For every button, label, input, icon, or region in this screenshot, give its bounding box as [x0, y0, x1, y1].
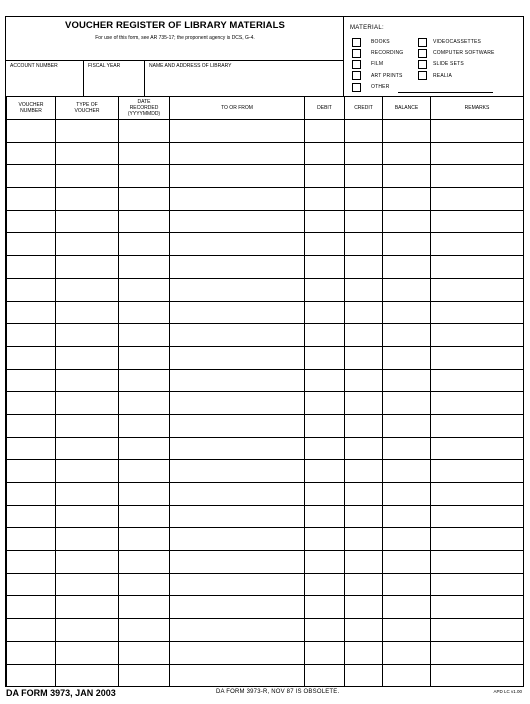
table-cell[interactable]	[383, 641, 431, 664]
obsolete-note: DA FORM 3973-R, NOV 87 IS OBSOLETE.	[216, 689, 340, 695]
table-cell[interactable]	[345, 301, 383, 324]
table-cell[interactable]	[431, 392, 524, 415]
table-cell[interactable]	[56, 664, 119, 687]
table-cell[interactable]	[170, 256, 305, 279]
table-cell[interactable]	[56, 233, 119, 256]
table-row	[7, 528, 524, 551]
table-cell[interactable]	[119, 324, 170, 347]
table-cell[interactable]	[345, 505, 383, 528]
table-cell[interactable]	[383, 551, 431, 574]
table-cell[interactable]	[56, 278, 119, 301]
table-cell[interactable]	[170, 324, 305, 347]
table-cell[interactable]	[383, 120, 431, 143]
table-cell[interactable]	[383, 573, 431, 596]
table-cell[interactable]	[383, 483, 431, 506]
table-cell[interactable]	[383, 233, 431, 256]
table-cell[interactable]	[345, 278, 383, 301]
table-row	[7, 414, 524, 437]
column-header: DATE RECORDED (YYYYMMDD)	[119, 97, 170, 120]
checkbox-recording[interactable]	[352, 49, 361, 58]
account-number-label: ACCOUNT NUMBER	[10, 63, 58, 69]
table-cell[interactable]	[383, 301, 431, 324]
table-cell[interactable]	[383, 664, 431, 687]
table-cell[interactable]	[56, 256, 119, 279]
table-cell[interactable]	[170, 210, 305, 233]
checkbox-slide-sets[interactable]	[418, 60, 427, 69]
table-cell[interactable]	[345, 551, 383, 574]
table-cell[interactable]	[170, 619, 305, 642]
table-cell[interactable]	[56, 573, 119, 596]
table-cell[interactable]	[383, 392, 431, 415]
table-row	[7, 278, 524, 301]
table-cell[interactable]	[56, 460, 119, 483]
column-header: REMARKS	[431, 97, 524, 120]
table-cell[interactable]	[431, 346, 524, 369]
table-cell[interactable]	[7, 346, 56, 369]
table-cell[interactable]	[119, 437, 170, 460]
table-cell[interactable]	[345, 414, 383, 437]
table-cell[interactable]	[170, 369, 305, 392]
table-cell[interactable]	[383, 437, 431, 460]
table-header-row	[7, 97, 524, 120]
table-cell[interactable]	[305, 483, 345, 506]
table-cell[interactable]	[119, 210, 170, 233]
table-cell[interactable]	[305, 551, 345, 574]
table-cell[interactable]	[345, 437, 383, 460]
table-cell[interactable]	[119, 346, 170, 369]
table-cell[interactable]	[170, 664, 305, 687]
table-cell[interactable]	[383, 460, 431, 483]
table-cell[interactable]	[345, 165, 383, 188]
table-row	[7, 369, 524, 392]
table-cell[interactable]	[383, 256, 431, 279]
table-cell[interactable]	[7, 120, 56, 143]
table-cell[interactable]	[431, 483, 524, 506]
table-cell[interactable]	[345, 346, 383, 369]
table-cell[interactable]	[56, 324, 119, 347]
table-cell[interactable]	[7, 483, 56, 506]
table-cell[interactable]	[305, 437, 345, 460]
column-header: VOUCHER NUMBER	[7, 97, 56, 120]
table-cell[interactable]	[383, 596, 431, 619]
table-row	[7, 210, 524, 233]
table-cell[interactable]	[431, 460, 524, 483]
table-cell[interactable]	[7, 460, 56, 483]
table-row	[7, 437, 524, 460]
form-number: DA FORM 3973, JAN 2003	[6, 688, 116, 698]
table-cell[interactable]	[119, 278, 170, 301]
table-cell[interactable]	[119, 483, 170, 506]
checkbox-other[interactable]	[352, 83, 361, 92]
table-cell[interactable]	[170, 392, 305, 415]
table-cell[interactable]	[345, 619, 383, 642]
table-cell[interactable]	[431, 324, 524, 347]
table-cell[interactable]	[170, 505, 305, 528]
table-cell[interactable]	[7, 505, 56, 528]
table-cell[interactable]	[7, 256, 56, 279]
table-cell[interactable]	[431, 142, 524, 165]
table-cell[interactable]	[170, 483, 305, 506]
table-cell[interactable]	[170, 596, 305, 619]
table-cell[interactable]	[431, 369, 524, 392]
table-cell[interactable]	[170, 346, 305, 369]
table-cell[interactable]	[305, 278, 345, 301]
table-cell[interactable]	[170, 551, 305, 574]
table-row	[7, 165, 524, 188]
table-cell[interactable]	[7, 369, 56, 392]
table-cell[interactable]	[431, 188, 524, 211]
table-cell[interactable]	[170, 641, 305, 664]
title-block	[6, 17, 344, 61]
table-cell[interactable]	[305, 528, 345, 551]
table-cell[interactable]	[7, 210, 56, 233]
table-cell[interactable]	[305, 324, 345, 347]
table-cell[interactable]	[345, 324, 383, 347]
table-cell[interactable]	[56, 210, 119, 233]
table-cell[interactable]	[56, 483, 119, 506]
checkbox-film[interactable]	[352, 60, 361, 69]
table-cell[interactable]	[305, 233, 345, 256]
table-row	[7, 142, 524, 165]
table-cell[interactable]	[56, 142, 119, 165]
table-row	[7, 301, 524, 324]
other-input-line[interactable]	[398, 92, 493, 93]
table-cell[interactable]	[119, 233, 170, 256]
table-row	[7, 596, 524, 619]
account-number-field[interactable]	[6, 61, 84, 97]
table-cell[interactable]	[345, 233, 383, 256]
table-cell[interactable]	[431, 573, 524, 596]
table-cell[interactable]	[431, 301, 524, 324]
form-title: VOUCHER REGISTER OF LIBRARY MATERIALS	[65, 20, 285, 31]
table-cell[interactable]	[305, 301, 345, 324]
table-cell[interactable]	[383, 619, 431, 642]
table-cell[interactable]	[170, 233, 305, 256]
voucher-register-form	[5, 16, 524, 687]
table-cell[interactable]	[170, 165, 305, 188]
table-cell[interactable]	[305, 664, 345, 687]
table-cell[interactable]	[305, 369, 345, 392]
checkbox-label-art-prints: ART PRINTS	[371, 73, 403, 79]
checkbox-realia[interactable]	[418, 71, 427, 80]
table-cell[interactable]	[431, 414, 524, 437]
table-cell[interactable]	[383, 188, 431, 211]
table-cell[interactable]	[7, 165, 56, 188]
table-cell[interactable]	[431, 551, 524, 574]
column-header: CREDIT	[345, 97, 383, 120]
table-cell[interactable]	[383, 505, 431, 528]
table-cell[interactable]	[431, 278, 524, 301]
table-cell[interactable]	[119, 188, 170, 211]
table-cell[interactable]	[170, 460, 305, 483]
table-cell[interactable]	[56, 392, 119, 415]
table-cell[interactable]	[305, 392, 345, 415]
table-cell[interactable]	[383, 324, 431, 347]
checkbox-label-recording: RECORDING	[371, 50, 404, 56]
checkbox-label-other: OTHER	[371, 84, 390, 90]
table-cell[interactable]	[119, 460, 170, 483]
table-cell[interactable]	[345, 369, 383, 392]
table-cell[interactable]	[56, 346, 119, 369]
table-cell[interactable]	[170, 414, 305, 437]
column-header: TO OR FROM	[170, 97, 305, 120]
table-cell[interactable]	[119, 528, 170, 551]
table-cell[interactable]	[7, 414, 56, 437]
table-cell[interactable]	[119, 256, 170, 279]
table-cell[interactable]	[431, 528, 524, 551]
column-header: DEBIT	[305, 97, 345, 120]
table-cell[interactable]	[119, 596, 170, 619]
table-cell[interactable]	[305, 210, 345, 233]
table-cell[interactable]	[345, 528, 383, 551]
table-cell[interactable]	[431, 664, 524, 687]
table-cell[interactable]	[170, 573, 305, 596]
table-cell[interactable]	[431, 120, 524, 143]
table-cell[interactable]	[170, 188, 305, 211]
table-cell[interactable]	[7, 437, 56, 460]
table-cell[interactable]	[305, 641, 345, 664]
table-cell[interactable]	[345, 210, 383, 233]
checkbox-videocassettes[interactable]	[418, 38, 427, 47]
table-cell[interactable]	[431, 641, 524, 664]
table-cell[interactable]	[305, 256, 345, 279]
table-cell[interactable]	[119, 392, 170, 415]
table-cell[interactable]	[56, 596, 119, 619]
table-cell[interactable]	[56, 414, 119, 437]
table-cell[interactable]	[56, 641, 119, 664]
table-cell[interactable]	[305, 414, 345, 437]
table-cell[interactable]	[170, 142, 305, 165]
table-cell[interactable]	[7, 301, 56, 324]
table-row	[7, 233, 524, 256]
table-row	[7, 483, 524, 506]
checkbox-computer-software[interactable]	[418, 49, 427, 58]
table-cell[interactable]	[119, 142, 170, 165]
table-row	[7, 573, 524, 596]
library-name-field[interactable]	[145, 61, 344, 97]
table-cell[interactable]	[119, 641, 170, 664]
table-cell[interactable]	[119, 369, 170, 392]
checkbox-label-videocassettes: VIDEOCASSETTES	[433, 39, 482, 45]
table-cell[interactable]	[170, 437, 305, 460]
table-row	[7, 346, 524, 369]
table-row	[7, 120, 524, 143]
table-cell[interactable]	[7, 596, 56, 619]
table-cell[interactable]	[345, 188, 383, 211]
checkbox-art-prints[interactable]	[352, 71, 361, 80]
table-cell[interactable]	[383, 210, 431, 233]
table-cell[interactable]	[383, 369, 431, 392]
table-row	[7, 505, 524, 528]
column-header: TYPE OF VOUCHER	[56, 97, 119, 120]
table-cell[interactable]	[119, 165, 170, 188]
table-cell[interactable]	[56, 551, 119, 574]
table-cell[interactable]	[345, 664, 383, 687]
table-cell[interactable]	[305, 120, 345, 143]
table-cell[interactable]	[431, 437, 524, 460]
table-cell[interactable]	[56, 528, 119, 551]
table-cell[interactable]	[305, 619, 345, 642]
column-header: BALANCE	[383, 97, 431, 120]
table-cell[interactable]	[7, 324, 56, 347]
table-row	[7, 619, 524, 642]
table-cell[interactable]	[345, 460, 383, 483]
table-cell[interactable]	[56, 301, 119, 324]
table-cell[interactable]	[431, 619, 524, 642]
table-cell[interactable]	[56, 619, 119, 642]
table-cell[interactable]	[383, 528, 431, 551]
table-cell[interactable]	[7, 619, 56, 642]
table-cell[interactable]	[119, 505, 170, 528]
register-table	[6, 96, 524, 687]
table-cell[interactable]	[383, 165, 431, 188]
table-cell[interactable]	[305, 596, 345, 619]
fiscal-year-field[interactable]	[84, 61, 145, 97]
table-cell[interactable]	[345, 120, 383, 143]
table-row	[7, 664, 524, 687]
table-cell[interactable]	[431, 165, 524, 188]
table-cell[interactable]	[345, 142, 383, 165]
table-cell[interactable]	[7, 664, 56, 687]
form-subtitle: For use of this form, see AR 735-17; the proponent agency is DCS, G-4.	[95, 35, 255, 41]
material-label: MATERIAL:	[350, 25, 384, 31]
table-cell[interactable]	[56, 437, 119, 460]
table-cell[interactable]	[119, 301, 170, 324]
table-cell[interactable]	[7, 528, 56, 551]
checkbox-label-slide-sets: SLIDE SETS	[433, 61, 464, 67]
table-cell[interactable]	[7, 641, 56, 664]
table-cell[interactable]	[345, 483, 383, 506]
table-row	[7, 460, 524, 483]
table-cell[interactable]	[305, 573, 345, 596]
table-cell[interactable]	[305, 165, 345, 188]
table-row	[7, 641, 524, 664]
checkbox-label-realia: REALIA	[433, 73, 452, 79]
table-cell[interactable]	[383, 278, 431, 301]
table-cell[interactable]	[383, 414, 431, 437]
table-cell[interactable]	[431, 233, 524, 256]
table-cell[interactable]	[170, 528, 305, 551]
checkbox-label-film: FILM	[371, 61, 384, 67]
material-section	[344, 17, 525, 97]
table-cell[interactable]	[345, 641, 383, 664]
library-name-label: NAME AND ADDRESS OF LIBRARY	[149, 63, 232, 69]
table-cell[interactable]	[305, 188, 345, 211]
table-cell[interactable]	[119, 664, 170, 687]
fiscal-year-label: FISCAL YEAR	[88, 63, 121, 69]
version-note: APD LC v1.00	[493, 689, 522, 694]
info-row	[6, 61, 344, 97]
table-cell[interactable]	[305, 505, 345, 528]
table-cell[interactable]	[383, 142, 431, 165]
table-cell[interactable]	[170, 120, 305, 143]
table-cell[interactable]	[383, 346, 431, 369]
table-row	[7, 392, 524, 415]
table-cell[interactable]	[7, 278, 56, 301]
table-cell[interactable]	[56, 188, 119, 211]
table-cell[interactable]	[7, 551, 56, 574]
table-cell[interactable]	[431, 256, 524, 279]
table-cell[interactable]	[431, 505, 524, 528]
table-cell[interactable]	[56, 505, 119, 528]
table-cell[interactable]	[7, 573, 56, 596]
table-cell[interactable]	[7, 233, 56, 256]
table-cell[interactable]	[345, 573, 383, 596]
table-row	[7, 324, 524, 347]
table-cell[interactable]	[431, 210, 524, 233]
table-cell[interactable]	[431, 596, 524, 619]
table-cell[interactable]	[7, 142, 56, 165]
table-cell[interactable]	[56, 165, 119, 188]
table-cell[interactable]	[7, 188, 56, 211]
table-cell[interactable]	[345, 392, 383, 415]
table-cell[interactable]	[7, 392, 56, 415]
table-cell[interactable]	[345, 256, 383, 279]
table-cell[interactable]	[56, 120, 119, 143]
table-cell[interactable]	[119, 551, 170, 574]
checkbox-label-books: BOOKS	[371, 39, 390, 45]
table-cell[interactable]	[305, 142, 345, 165]
table-cell[interactable]	[119, 573, 170, 596]
table-cell[interactable]	[56, 369, 119, 392]
table-cell[interactable]	[170, 278, 305, 301]
table-cell[interactable]	[119, 414, 170, 437]
table-cell[interactable]	[305, 346, 345, 369]
checkbox-label-computer-software: COMPUTER SOFTWARE	[433, 50, 495, 56]
table-cell[interactable]	[345, 596, 383, 619]
table-cell[interactable]	[119, 619, 170, 642]
table-row	[7, 256, 524, 279]
table-row	[7, 188, 524, 211]
table-cell[interactable]	[305, 460, 345, 483]
checkbox-books[interactable]	[352, 38, 361, 47]
table-row	[7, 551, 524, 574]
table-cell[interactable]	[119, 120, 170, 143]
table-cell[interactable]	[170, 301, 305, 324]
